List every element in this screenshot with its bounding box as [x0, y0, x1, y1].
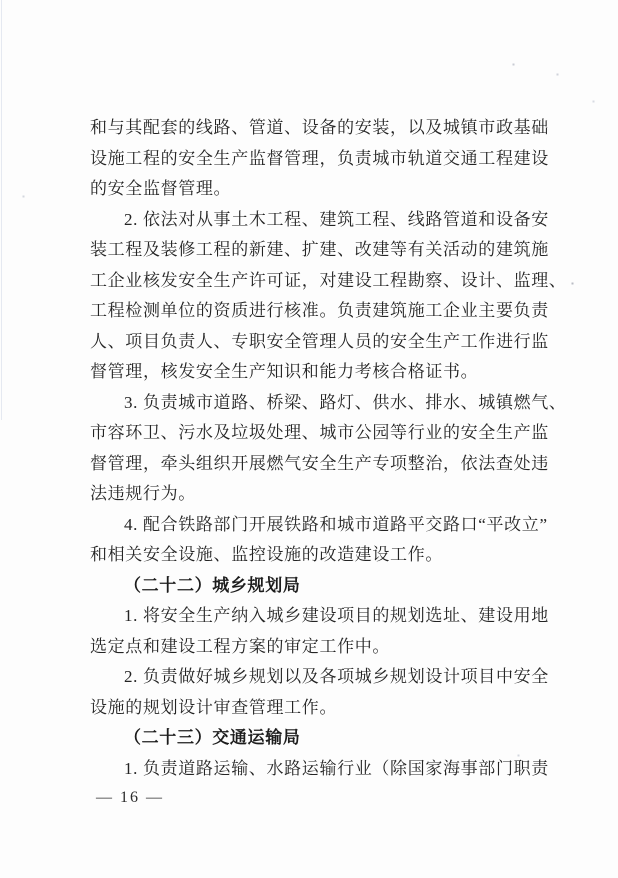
text-line: 4. 配合铁路部门开展铁路和城市道路平交路口“平改立”	[124, 514, 548, 534]
text-line: 1. 将安全生产纳入城乡建设项目的规划选址、建设用地	[124, 606, 549, 625]
scan-noise-specks	[0, 0, 1, 1]
document-body	[90, 113, 568, 784]
text-line: 和相关安全设施、监控设施的改造建设工作。	[90, 545, 443, 564]
text-line: 2. 依法对从事土木工程、建筑工程、线路管道和设备安	[124, 209, 549, 229]
text-line: 市容环卫、污水及垃圾处理、城市公园等行业的安全生产监	[90, 423, 549, 442]
text-line: 和与其配套的线路、管道、设备的安装，以及城镇市政基础	[90, 118, 549, 137]
page-number: — 16 —	[96, 789, 164, 806]
text-line: 2. 负责做好城乡规划以及各项城乡规划设计项目中安全	[124, 667, 549, 686]
text-line: 设施工程的安全生产监督管理，负责城市轨道交通工程建设	[90, 148, 549, 168]
text-line: 装工程及装修工程的新建、扩建、改建等有关活动的建筑施	[90, 240, 549, 259]
text-line: 3. 负责城市道路、桥梁、路灯、供水、排水、城镇燃气、	[124, 392, 567, 412]
text-line: 1. 负责道路运输、水路运输行业（除国家海事部门职责	[124, 758, 549, 778]
text-line: 工程检测单位的资质进行核准。负责建筑施工企业主要负责	[90, 301, 549, 320]
text-line: 选定点和建设工程方案的审定工作中。	[90, 636, 391, 656]
section-heading: （二十二）城乡规划局	[124, 575, 301, 595]
text-line: 督管理，牵头组织开展燃气安全生产专项整治，依法查处违	[90, 453, 549, 473]
text-line: 设施的规划设计审查管理工作。	[90, 697, 338, 717]
section-heading: （二十三）交通运输局	[124, 728, 301, 747]
scan-edge-artifact	[1, 0, 2, 420]
text-line: 督管理，核发安全生产知识和能力考核合格证书。	[90, 362, 479, 381]
text-line: 法违规行为。	[90, 484, 196, 503]
text-line: 人、项目负责人、专职安全管理人员的安全生产工作进行监	[90, 331, 549, 351]
text-line: 的安全监督管理。	[90, 179, 232, 198]
text-line: 工企业核发安全生产许可证，对建设工程勘察、设计、监理、	[90, 270, 567, 290]
